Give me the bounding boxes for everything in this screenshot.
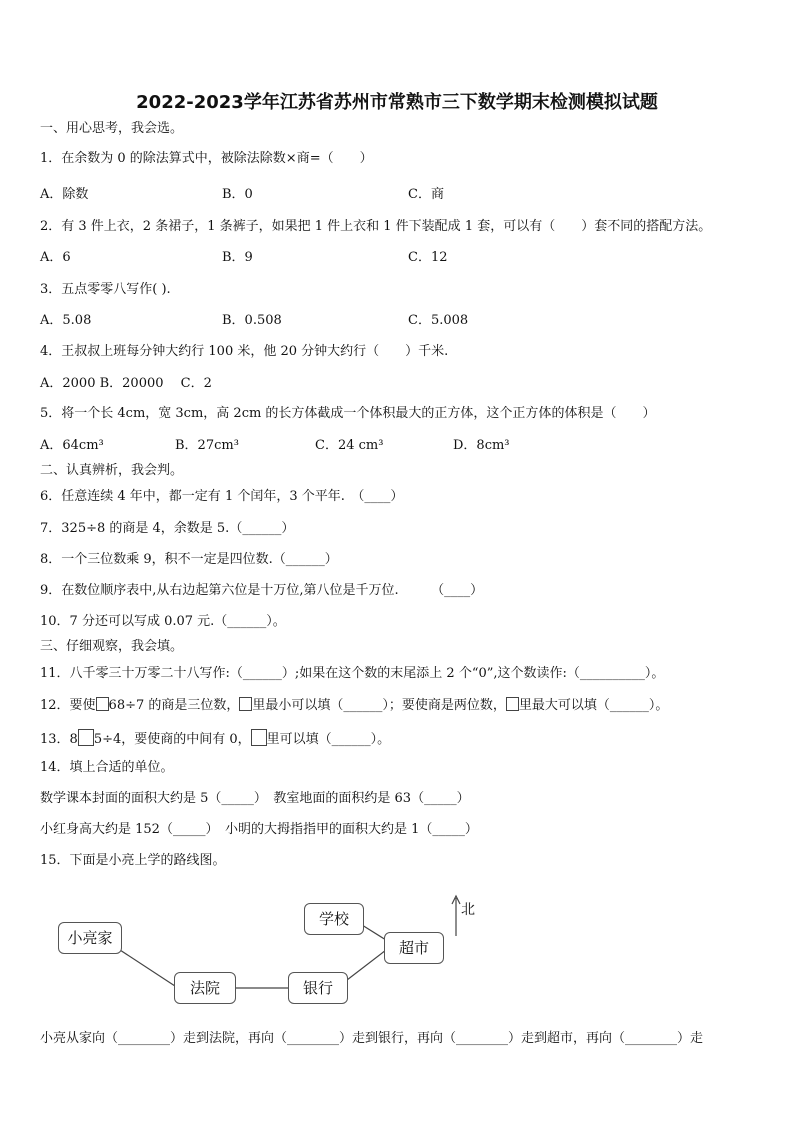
- question-1-option-a: A．除数: [40, 187, 89, 202]
- question-4-text: 4．王叔叔上班每分钟大约行 100 米，他 20 分钟大约行（ ）千米.: [40, 344, 449, 359]
- question-14-line-2: 小红身高大约是 152（_____） 小明的大拇指指甲的面积大约是 1（_____）: [40, 822, 478, 837]
- question-5-option-b: B．27cm³: [175, 438, 239, 453]
- question-3-option-a: A．5.08: [40, 313, 92, 328]
- question-13-part-2: 5÷4，要使商的中间有 0，: [93, 732, 251, 747]
- north-label: 北: [461, 902, 475, 918]
- question-1-option-c: C．商: [408, 187, 444, 202]
- question-2-option-b: B．9: [222, 250, 253, 265]
- question-5-option-a: A．64cm³: [40, 438, 104, 453]
- place-bank: 银行: [288, 972, 348, 1004]
- question-15-answer-line: 小亮从家向（________）走到法院，再向（________）走到银行，再向（________）走到超市，再向（________）走: [40, 1031, 704, 1046]
- question-1-option-b: B．0: [222, 187, 253, 202]
- question-3-text: 3．五点零零八写作( ).: [40, 282, 171, 297]
- place-court: 法院: [174, 972, 236, 1004]
- place-home: 小亮家: [58, 922, 122, 954]
- question-11-text: 11．八千零三十万零二十八写作:（______）;如果在这个数的末尾添上 2 个“0”,这个数读作:（__________）。: [40, 666, 665, 681]
- question-9-text: 9．在数位顺序表中,从右边起第六位是十万位,第八位是千万位. （____）: [40, 583, 484, 598]
- question-10-text: 10．7 分还可以写成 0.07 元.（______）。: [40, 614, 286, 629]
- question-1-text: 1．在余数为 0 的除法算式中，被除法除数×商=（ ）: [40, 151, 373, 166]
- section-heading-1: 一、用心思考，我会选。: [40, 121, 184, 136]
- question-12-part-3: 里最小可以填（______）；要使商是两位数，: [252, 698, 506, 713]
- question-5-option-d: D．8cm³: [453, 438, 510, 453]
- place-market: 超市: [384, 932, 444, 964]
- question-14-text: 14．填上合适的单位。: [40, 760, 174, 775]
- section-heading-3: 三、仔细观察，我会填。: [40, 639, 184, 654]
- question-3-option-c: C．5.008: [408, 313, 469, 328]
- question-6-text: 6．任意连续 4 年中，都一定有 1 个闰年，3 个平年. （____）: [40, 489, 404, 504]
- question-2-text: 2．有 3 件上衣，2 条裙子，1 条裤子，如果把 1 件上衣和 1 件下装配成 1 套，可以有（ ）套不同的搭配方法。: [40, 219, 712, 234]
- question-5-text: 5．将一个长 4cm，宽 3cm，高 2cm 的长方体截成一个体积最大的正方体，这个正方体的体积是（ ）: [40, 406, 656, 421]
- question-7-text: 7．325÷8 的商是 4，余数是 5.（______）: [40, 521, 295, 536]
- question-3-option-b: B．0.508: [222, 313, 282, 328]
- question-12-part-4: 里最大可以填（______）。: [518, 698, 669, 713]
- question-2-option-c: C．12: [408, 250, 448, 265]
- page-title: 2022-2023学年江苏省苏州市常熟市三下数学期末检测模拟试题: [136, 92, 658, 113]
- question-12-part-1: 12．要使: [40, 698, 96, 713]
- section-heading-2: 二、认真辨析，我会判。: [40, 463, 184, 478]
- place-school: 学校: [304, 903, 364, 935]
- question-13-part-1: 13．8: [40, 732, 78, 747]
- question-14-line-1: 数学课本封面的面积大约是 5（_____） 教室地面的面积约是 63（_____）: [40, 791, 470, 806]
- question-8-text: 8．一个三位数乘 9，积不一定是四位数.（______）: [40, 552, 338, 567]
- question-13-part-3: 里可以填（______）。: [266, 732, 391, 747]
- question-12-part-2: 68÷7 的商是三位数，: [108, 698, 240, 713]
- question-2-option-a: A．6: [40, 250, 71, 265]
- question-15-text: 15．下面是小亮上学的路线图。: [40, 853, 226, 868]
- question-5-option-c: C．24 cm³: [315, 438, 384, 453]
- question-4-options: A．2000 B．20000 C．2: [40, 376, 212, 391]
